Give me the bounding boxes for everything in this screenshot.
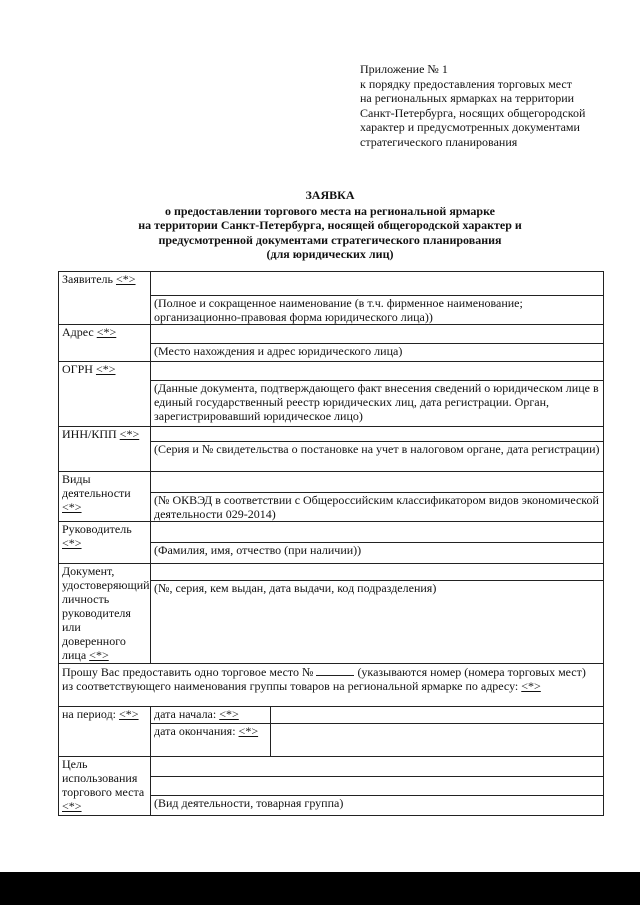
title-line: (для юридических лиц) [266, 247, 394, 261]
footnote-mark: <*> [119, 427, 140, 441]
purpose-label-cell [59, 757, 151, 816]
end-date-input[interactable] [271, 724, 604, 757]
request-text-end: (указываются номер (номера торговых мест) из соответствующего наименования группы товаров на региональной ярмарке по адресу: [62, 665, 586, 693]
purpose-hint: (Вид деятельности, товарная группа) [151, 796, 604, 816]
place-number-blank[interactable] [316, 664, 354, 676]
id-document-input[interactable] [151, 564, 604, 581]
title-main: ЗАЯВКА [305, 188, 355, 202]
applicant-hint: (Полное и сокращенное наименование (в т.ч. фирменное наименование; организационно-правовая форма юридического лица)) [151, 296, 604, 325]
appendix-line: к порядку предоставления торговых мест [360, 76, 572, 91]
end-date-label-cell [151, 724, 271, 757]
footnote-mark: <*> [96, 325, 117, 339]
appendix-line: на региональных ярмарках на территории [360, 91, 575, 106]
document-title [60, 188, 600, 262]
appendix-note [360, 62, 620, 150]
title-line: на территории Санкт-Петербурга, носящей общегородской характер и [138, 218, 522, 232]
scan-edge-bar [0, 872, 640, 905]
footnote-mark: <*> [62, 799, 82, 813]
start-date-input[interactable] [271, 707, 604, 724]
appendix-line: стратегического планирования [360, 134, 518, 149]
activity-hint: (№ ОКВЭД в соответствии с Общероссийским классификатором видов экономической деятельности 029-2014) [151, 493, 604, 522]
period-label-cell [59, 707, 151, 757]
appendix-line: Санкт-Петербурга, носящих общегородской [360, 105, 586, 120]
applicant-input[interactable] [151, 272, 604, 296]
start-date-label-cell [151, 707, 271, 724]
footnote-mark: <*> [89, 648, 109, 662]
application-form [58, 271, 604, 816]
request-text-start: Прошу Вас предоставить одно торговое место № [62, 665, 314, 679]
end-date-label: дата окончания: [154, 724, 236, 738]
inn-hint: (Серия и № свидетельства о постановке на учет в налоговом органе, дата регистрации) [151, 442, 604, 472]
purpose-input-2[interactable] [151, 777, 604, 796]
footnote-mark: <*> [219, 707, 239, 721]
inn-label: ИНН/КПП [62, 427, 117, 441]
footnote-mark: <*> [62, 500, 82, 514]
director-label-cell [59, 522, 151, 564]
purpose-input[interactable] [151, 757, 604, 777]
activity-label: Виды деятельности [62, 472, 131, 500]
ogrn-input[interactable] [151, 362, 604, 381]
footnote-mark: <*> [238, 724, 259, 738]
id-document-hint: (№, серия, кем выдан, дата выдачи, код подразделения) [151, 581, 604, 664]
start-date-label: дата начала: [154, 707, 217, 721]
appendix-line: характер и предусмотренных документами [360, 120, 580, 135]
address-hint: (Место нахождения и адрес юридического лица) [151, 344, 604, 362]
director-hint: (Фамилия, имя, отчество (при наличии)) [151, 543, 604, 564]
id-document-label-cell [59, 564, 151, 664]
inn-input[interactable] [151, 427, 604, 442]
activity-input[interactable] [151, 472, 604, 493]
address-input[interactable] [151, 325, 604, 344]
period-label: на период: [62, 707, 117, 721]
director-label: Руководитель [62, 522, 132, 536]
applicant-label-cell [59, 272, 151, 325]
director-input[interactable] [151, 522, 604, 543]
ogrn-label: ОГРН [62, 362, 93, 376]
footnote-mark: <*> [115, 272, 136, 286]
footnote-mark: <*> [119, 707, 139, 721]
footnote-mark: <*> [95, 362, 116, 376]
activity-label-cell [59, 472, 151, 522]
appendix-line: Приложение № 1 [360, 62, 448, 76]
footnote-mark: <*> [62, 536, 82, 550]
request-cell [59, 664, 604, 707]
title-line: о предоставлении торгового места на региональной ярмарке [164, 203, 496, 218]
title-line: предусмотренной документами стратегического планирования [158, 232, 502, 247]
id-document-label: Документ, удостоверяющий личность руководителя или доверенного лица [62, 564, 150, 662]
applicant-label: Заявитель [62, 272, 113, 286]
purpose-label: Цель использования торгового места [62, 757, 145, 799]
ogrn-hint: (Данные документа, подтверждающего факт внесения сведений о юридическом лице в единый государственный реестр юридических лиц, дата регистрации. Орган, зарегистрировавший юридическое лицо) [151, 381, 604, 427]
inn-label-cell [59, 427, 151, 472]
address-label-cell [59, 325, 151, 362]
address-label: Адрес [62, 325, 94, 339]
ogrn-label-cell [59, 362, 151, 427]
footnote-mark: <*> [521, 679, 541, 693]
